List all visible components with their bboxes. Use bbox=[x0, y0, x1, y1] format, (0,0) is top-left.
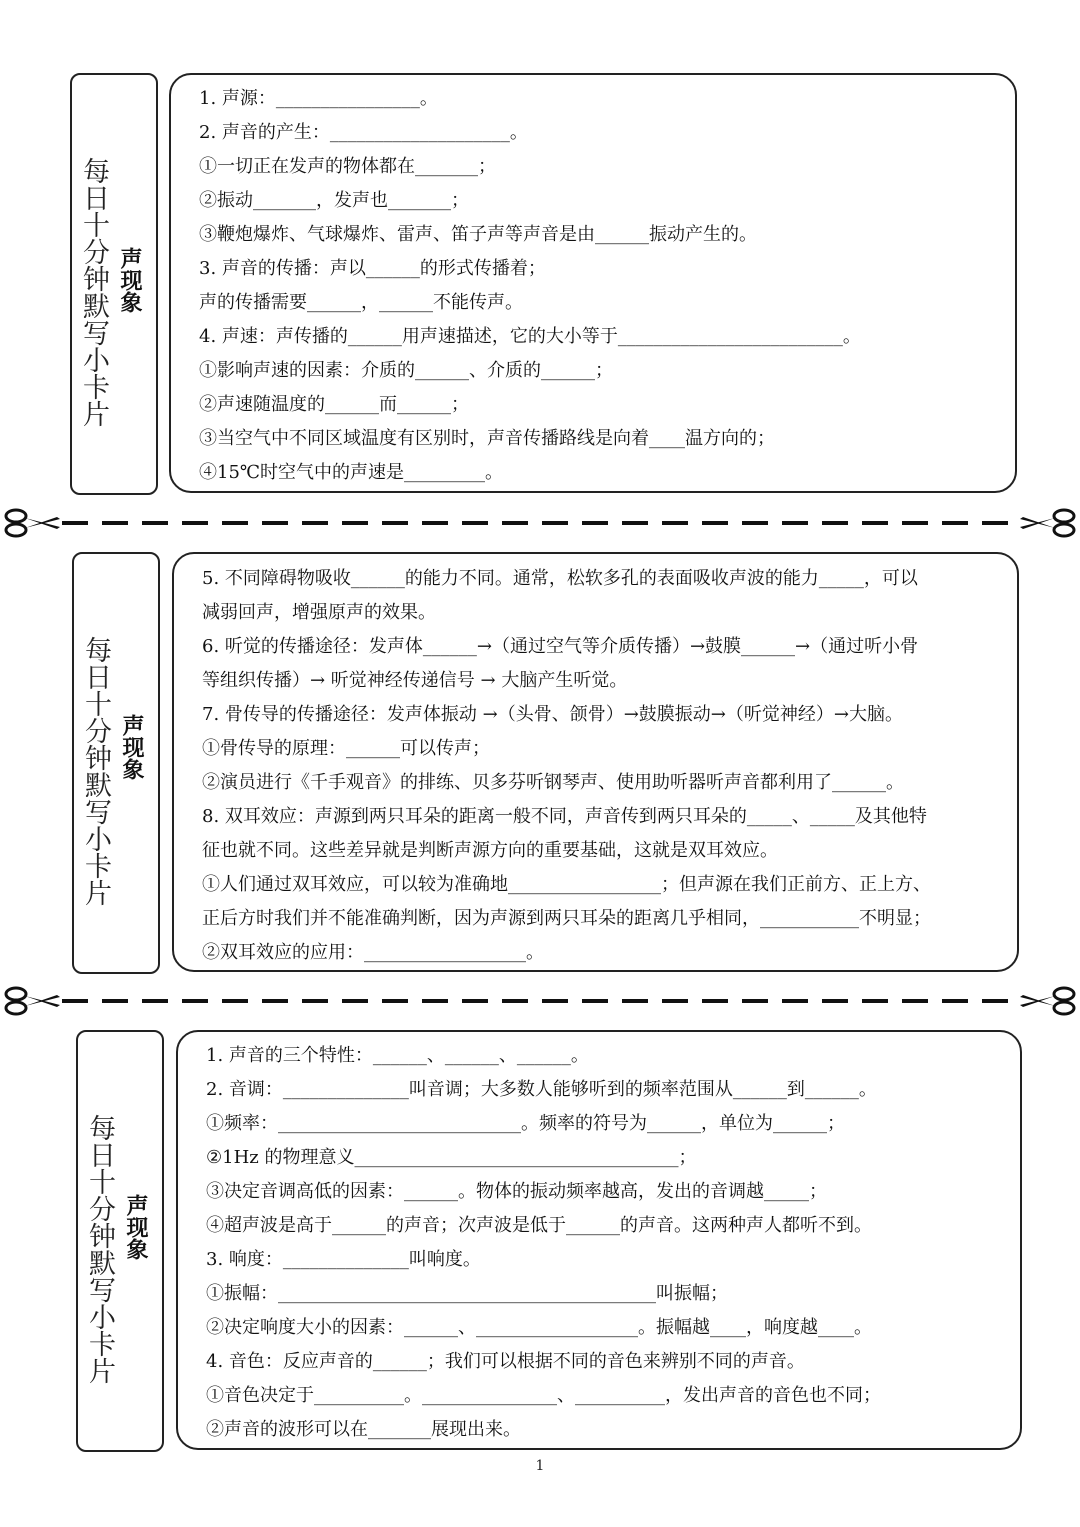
card-line: ②振动_______，发声也_______； bbox=[199, 190, 469, 211]
card-line: 征也就不同。这些差异就是判断声源方向的重要基础，这就是双耳效应。 bbox=[202, 840, 778, 861]
card-line: ①人们通过双耳效应，可以较为准确地_________________；但声源在我们正前方、正上方、 bbox=[202, 874, 931, 895]
card-content bbox=[172, 552, 1019, 972]
card-line: ②演员进行《千手观音》的排练、贝多芬听钢琴声、使用助听器听声音都利用了______。 bbox=[202, 772, 904, 793]
card-line: ④超声波是高于______的声音；次声波是低于______的声音。这两种声人都听不到。 bbox=[206, 1215, 872, 1236]
card-line: 声的传播需要______，______不能传声。 bbox=[199, 292, 523, 313]
card-topic: 声现象 bbox=[117, 247, 142, 313]
card-line: ②双耳效应的应用：__________________。 bbox=[202, 942, 544, 963]
card-line: ①频率：___________________________。频率的符号为______，单位为______； bbox=[206, 1113, 845, 1134]
card-line: ②声音的波形可以在_______展现出来。 bbox=[206, 1419, 521, 1440]
card-topic: 声现象 bbox=[123, 1194, 148, 1260]
scissors-cut-line bbox=[0, 986, 1080, 1016]
card-label: 每日十分钟默写小卡片 bbox=[80, 636, 111, 906]
card-line: 1. 声音的三个特性：______、______、______。 bbox=[206, 1045, 589, 1066]
card-line: ②声速随温度的______而______； bbox=[199, 394, 469, 415]
card-line: ③决定音调高低的因素：______。物体的振动频率越高，发出的音调越_____； bbox=[206, 1181, 827, 1202]
scissors-cut-line bbox=[0, 508, 1080, 538]
card-line: ④15℃时空气中的声速是_________。 bbox=[199, 462, 504, 483]
card-line: ①音色决定于__________。_______________、__________，发出声音的音色也不同； bbox=[206, 1385, 881, 1406]
card-label-box bbox=[76, 1030, 164, 1452]
card-line: 1. 声源：________________。 bbox=[199, 88, 438, 109]
card-line: ①骨传导的原理：______可以传声； bbox=[202, 738, 490, 759]
scissors-right-icon bbox=[1020, 988, 1074, 1014]
card-line: ②决定响度大小的因素：______、__________________。振幅越____，响度越____。 bbox=[206, 1317, 872, 1338]
card-line: ③鞭炮爆炸、气球爆炸、雷声、笛子声等声音是由______振动产生的。 bbox=[199, 224, 757, 245]
card-content bbox=[169, 73, 1017, 493]
card-line: 4. 声速：声传播的______用声速描述，它的大小等于_________________________。 bbox=[199, 326, 861, 347]
card-line: 减弱回声，增强原声的效果。 bbox=[202, 602, 436, 623]
card-line: 3. 声音的传播：声以______的形式传播着； bbox=[199, 258, 546, 279]
card-line: 3. 响度：______________叫响度。 bbox=[206, 1249, 481, 1270]
card-label-box bbox=[70, 73, 158, 495]
card-line: 2. 声音的产生：____________________。 bbox=[199, 122, 528, 143]
card-line: 8. 双耳效应：声源到两只耳朵的距离一般不同，声音传到两只耳朵的_____、_____及其他特 bbox=[202, 806, 927, 827]
card-line: ③当空气中不同区域温度有区别时，声音传播路线是向着____温方向的； bbox=[199, 428, 775, 449]
card-content bbox=[176, 1030, 1022, 1450]
scissors-left-icon bbox=[6, 988, 60, 1014]
card-label: 每日十分钟默写小卡片 bbox=[84, 1114, 115, 1384]
card-topic: 声现象 bbox=[119, 714, 144, 780]
card-line: ①一切正在发声的物体都在_______； bbox=[199, 156, 496, 177]
scissors-left-icon bbox=[6, 510, 60, 536]
page-number: 1 bbox=[535, 1458, 545, 1474]
card-line: 6. 听觉的传播途径：发声体______→（通过空气等介质传播）→鼓膜______→（通过听小骨 bbox=[202, 636, 919, 657]
scissors-right-icon bbox=[1020, 510, 1074, 536]
card-line: ②1Hz 的物理意义____________________________________； bbox=[206, 1147, 697, 1168]
card-label: 每日十分钟默写小卡片 bbox=[78, 157, 109, 427]
card-line: 正后方时我们并不能准确判断，因为声源到两只耳朵的距离几乎相同，___________不明显； bbox=[202, 908, 931, 929]
card-line: ①影响声速的因素：介质的______、介质的______； bbox=[199, 360, 613, 381]
card-line: 7. 骨传导的传播途径：发声体振动 →（头骨、颌骨）→鼓膜振动→（听觉神经）→大脑。 bbox=[202, 704, 903, 725]
card-line: 4. 音色：反应声音的______；我们可以根据不同的音色来辨别不同的声音。 bbox=[206, 1351, 805, 1372]
card-line: 5. 不同障碍物吸收______的能力不同。通常，松软多孔的表面吸收声波的能力_____，可以 bbox=[202, 568, 918, 589]
card-line: ①振幅：__________________________________________叫振幅； bbox=[206, 1283, 728, 1304]
card-label-box bbox=[72, 552, 160, 974]
card-line: 等组织传播）→ 听觉神经传递信号 → 大脑产生听觉。 bbox=[202, 670, 628, 691]
card-line: 2. 音调：______________叫音调；大多数人能够听到的频率范围从______到______。 bbox=[206, 1079, 877, 1100]
